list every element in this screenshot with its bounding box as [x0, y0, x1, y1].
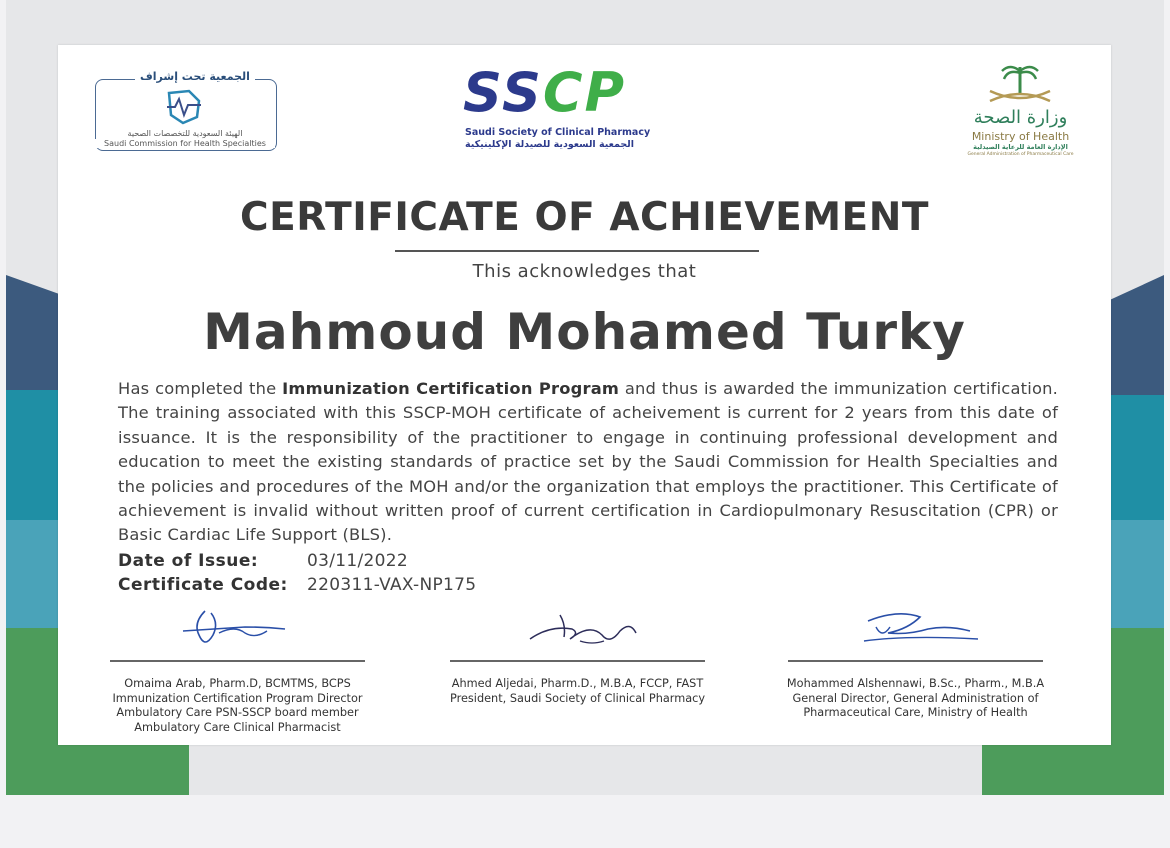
scfhs-english-name: Saudi Commission for Health Specialties	[95, 139, 275, 148]
code-label: Certificate Code:	[118, 575, 288, 595]
sscp-logo	[463, 61, 713, 155]
signatory-3-line-2: General Director, General Administration of	[792, 691, 1039, 705]
signature-mohammed-alshennawi	[858, 605, 988, 655]
palm-swords-emblem-icon	[980, 63, 1060, 107]
moh-english-name: Ministry of Health	[971, 130, 1070, 143]
date-label: Date of Issue:	[118, 551, 259, 571]
signatory-1-line-2: Immunization Certification Program Director	[112, 691, 363, 705]
certificate-title: CERTIFICATE OF ACHIEVEMENT	[240, 195, 929, 240]
signature-ahmed-aljedai	[520, 605, 650, 655]
signatory-2-line-2: President, Saudi Society of Clinical Pharmacy	[449, 691, 706, 705]
sscp-arabic-name: الجمعية السعودية للصيدلة الإكلينيكية	[465, 139, 635, 150]
code-value: 220311-VAX-NP175	[307, 575, 477, 595]
body-prefix: Has completed the	[118, 379, 283, 398]
certificate-body	[118, 377, 1058, 548]
moh-arabic-sub: الإدارة العامة للرعاية الصيدلية	[973, 143, 1068, 151]
recipient-name: Mahmoud Mohamed Turky	[203, 303, 966, 361]
signature-line-2	[450, 660, 705, 662]
certificate-code	[118, 575, 476, 595]
signatory-1-line-1: Omaima Arab, Pharm.D, BCMTMS, BCPS	[124, 677, 351, 690]
signatory-1-text	[90, 677, 385, 735]
signatory-1-line-4: Ambulatory Care Clinical Pharmacist	[134, 720, 341, 734]
date-value: 03/11/2022	[307, 551, 408, 571]
signature-line-3	[788, 660, 1043, 662]
scfhs-arabic-name: الهيئة السعودية للتخصصات الصحية	[127, 129, 243, 138]
program-name: Immunization Certification Program	[282, 379, 620, 398]
acknowledges-text: This acknowledges that	[472, 261, 697, 282]
moh-arabic-name: وزارة الصحة	[973, 107, 1068, 128]
sscp-english-name: Saudi Society of Clinical Pharmacy	[465, 127, 651, 138]
scfhs-logo	[95, 70, 277, 149]
signature-omaima-arab	[175, 605, 305, 655]
moh-logo	[958, 63, 1083, 163]
signatory-2-text	[430, 677, 725, 706]
certificate	[58, 45, 1111, 745]
signatory-3-line-3: Pharmaceutical Care, Ministry of Health	[803, 706, 1028, 719]
signatory-3-text	[768, 677, 1063, 721]
date-of-issue	[118, 551, 408, 571]
scfhs-arabic-top: الجمعية تحت إشراف	[135, 70, 255, 83]
title-divider	[395, 250, 759, 252]
body-rest: and thus is awarded the immunization certification. The training associated with this SSCP-MOH certificate of acheivement is current for 2 years from this date of issuance. It is the responsibility of the practitioner to engage in continuing professional development and education to meet the existing standards of practice set by the Saudi Commission for Health Specialties and the policies and procedures of the MOH and/or the organization that employs the practitioner. This Certificate of achievement is invalid without written proof of current certification in Cardiopulmonary Resuscitation (CPR) or Basic Cardiac Life Support (BLS).	[118, 379, 1058, 545]
moh-english-sub: General Administration of Pharmaceutical Care	[967, 152, 1074, 157]
signatory-1-line-3: Ambulatory Care PSN-SSCP board member	[116, 706, 359, 719]
signatory-2-line-1: Ahmed Aljedai, Pharm.D., M.B.A, FCCP, FAST	[451, 677, 704, 690]
signature-line-1	[110, 660, 365, 662]
scfhs-emblem-icon	[161, 87, 207, 127]
sscp-logo-text: SSCP	[463, 61, 627, 124]
signatory-3-line-1: Mohammed Alshennawi, B.Sc., Pharm., M.B.A	[786, 677, 1045, 690]
